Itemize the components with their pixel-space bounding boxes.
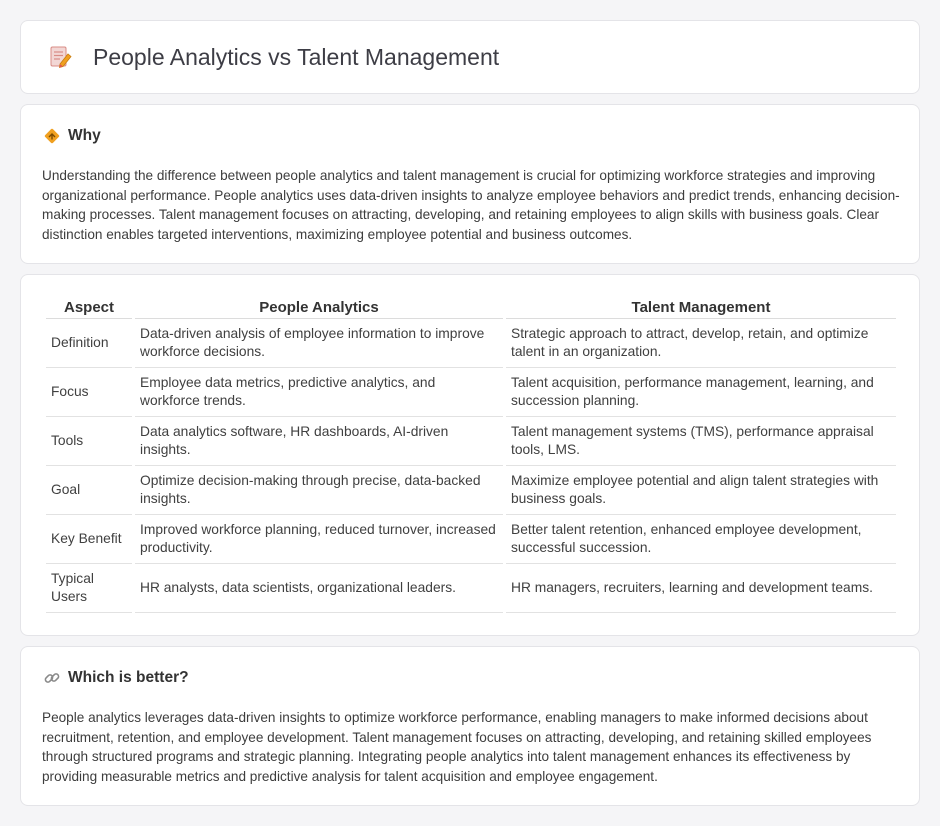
which-is-better-heading: Which is better?	[68, 669, 189, 686]
talent-management-cell: Talent management systems (TMS), performance appraisal tools, LMS.	[506, 417, 896, 466]
table-row	[46, 564, 896, 613]
which-is-better-text: People analytics leverages data-driven insights to optimize workforce performance, enabling managers to make informed decisions about recruitment, retention, and employee development. Talent management focuses on attracting, developing, and retaining skilled employees through structured programs and strategic planning. Integrating people analytics into talent management enhances its effectiveness by providing measurable metrics and predictive analysis for talent acquisition and employee engagement.	[42, 710, 872, 784]
talent-management-cell: Talent acquisition, performance management, learning, and succession planning.	[506, 368, 896, 417]
page-title: People Analytics vs Talent Management	[93, 43, 500, 70]
people-analytics-cell: Improved workforce planning, reduced turnover, increased productivity.	[135, 515, 503, 564]
aspect-cell: Goal	[46, 466, 132, 515]
comparison-card	[20, 274, 920, 636]
diamond-direction-icon	[43, 127, 61, 145]
table-row	[46, 515, 896, 564]
talent-management-cell: HR managers, recruiters, learning and development teams.	[506, 564, 896, 613]
aspect-cell: Definition	[46, 319, 132, 368]
people-analytics-cell: Data analytics software, HR dashboards, AI-driven insights.	[135, 417, 503, 466]
aspect-cell: Focus	[46, 368, 132, 417]
link-icon	[43, 669, 61, 687]
people-analytics-cell: HR analysts, data scientists, organizational leaders.	[135, 564, 503, 613]
people-analytics-cell: Employee data metrics, predictive analytics, and workforce trends.	[135, 368, 503, 417]
why-section	[20, 104, 920, 264]
talent-management-cell: Maximize employee potential and align talent strategies with business goals.	[506, 466, 896, 515]
header-aspect: Aspect	[46, 295, 132, 319]
table-row	[46, 319, 896, 368]
people-analytics-cell: Data-driven analysis of employee information to improve workforce decisions.	[135, 319, 503, 368]
aspect-cell: Tools	[46, 417, 132, 466]
document-pencil-icon	[47, 44, 73, 70]
table-header-row	[46, 295, 896, 319]
comparison-table	[43, 295, 899, 613]
header-card	[20, 20, 920, 94]
table-row	[46, 368, 896, 417]
which-is-better-section	[20, 646, 920, 806]
talent-management-cell: Better talent retention, enhanced employee development, successful succession.	[506, 515, 896, 564]
header-people-analytics: People Analytics	[135, 295, 503, 319]
aspect-cell: Key Benefit	[46, 515, 132, 564]
aspect-cell: Typical Users	[46, 564, 132, 613]
people-analytics-cell: Optimize decision-making through precise, data-backed insights.	[135, 466, 503, 515]
why-heading: Why	[68, 127, 101, 144]
why-text: Understanding the difference between people analytics and talent management is crucial for optimizing workforce strategies and improving organizational performance. People analytics uses data-driven insights to analyze employee behaviors and predict trends, enhancing decision-making processes. Talent management focuses on attracting, developing, and retaining employees to align skills with business goals. Clear distinction enables targeted interventions, maximizing employee potential and business outcomes.	[42, 168, 900, 242]
talent-management-cell: Strategic approach to attract, develop, retain, and optimize talent in an organization.	[506, 319, 896, 368]
header-talent-management: Talent Management	[506, 295, 896, 319]
table-row	[46, 466, 896, 515]
table-row	[46, 417, 896, 466]
